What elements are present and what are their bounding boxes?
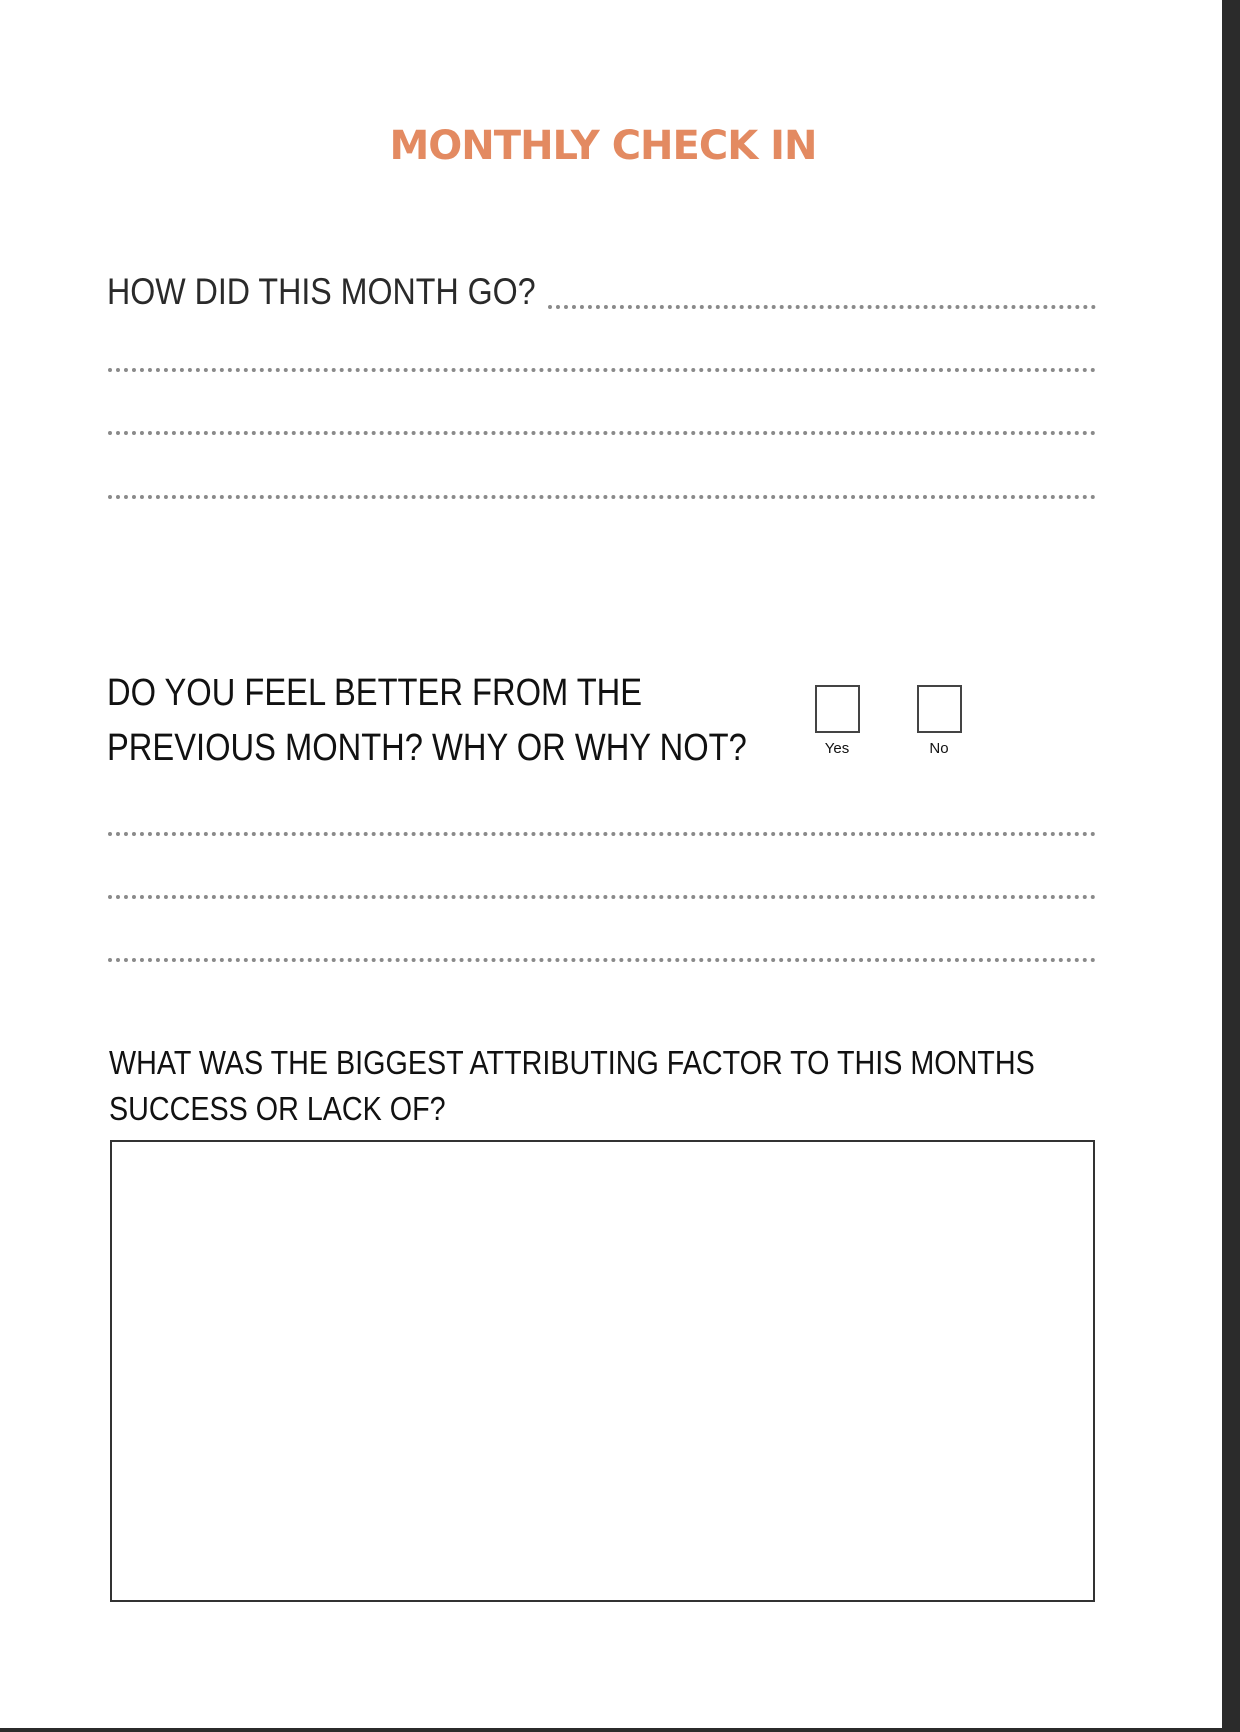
no-label: No bbox=[929, 740, 949, 757]
answer-line-7[interactable] bbox=[108, 958, 1096, 962]
yes-label: Yes bbox=[824, 740, 850, 757]
question-feel-better bbox=[107, 666, 747, 776]
answer-line-6[interactable] bbox=[108, 895, 1096, 899]
page-title: MONTHLY CHECK IN bbox=[389, 123, 817, 169]
question-feel-better-line-2: PREVIOUS MONTH? WHY OR WHY NOT? bbox=[107, 727, 747, 769]
answer-line-3[interactable] bbox=[108, 431, 1096, 435]
question-biggest-factor bbox=[109, 1040, 1035, 1132]
question-feel-better-line-1: DO YOU FEEL BETTER FROM THE bbox=[107, 672, 643, 714]
answer-box[interactable] bbox=[110, 1140, 1095, 1602]
yes-checkbox[interactable] bbox=[815, 685, 860, 733]
answer-line-1[interactable] bbox=[548, 305, 1096, 309]
answer-line-4[interactable] bbox=[108, 495, 1096, 499]
answer-line-5[interactable] bbox=[108, 832, 1096, 836]
question-biggest-factor-line-1: WHAT WAS THE BIGGEST ATTRIBUTING FACTOR TO THIS MONTHS bbox=[109, 1044, 1035, 1081]
no-checkbox[interactable] bbox=[917, 685, 962, 733]
question-biggest-factor-line-2: SUCCESS OR LACK OF? bbox=[109, 1090, 446, 1127]
question-how-did-month-go: HOW DID THIS MONTH GO? bbox=[107, 271, 536, 312]
answer-line-2[interactable] bbox=[108, 368, 1096, 372]
